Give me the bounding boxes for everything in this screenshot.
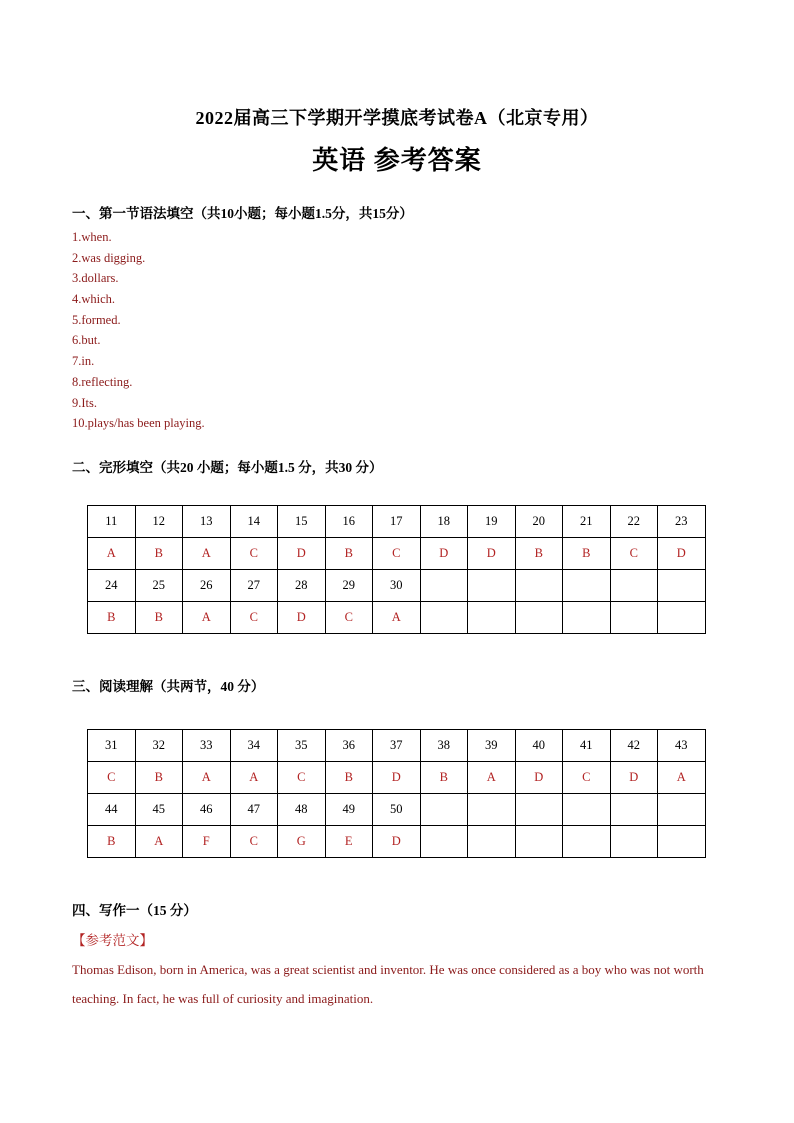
answer-cell bbox=[610, 602, 658, 634]
question-number-cell: 31 bbox=[88, 730, 136, 762]
answer-cell bbox=[658, 826, 706, 858]
answer-cell: D bbox=[373, 762, 421, 794]
cloze-answer-table bbox=[87, 505, 706, 634]
answer-cell: B bbox=[88, 826, 136, 858]
answer-cell: C bbox=[230, 602, 278, 634]
answer-cell: E bbox=[325, 826, 373, 858]
section1-heading: 一、第一节语法填空（共10小题；每小题1.5分，共15分） bbox=[72, 206, 413, 221]
question-number-cell: 37 bbox=[373, 730, 421, 762]
answer-cell: A bbox=[183, 762, 231, 794]
answer-cell: D bbox=[610, 762, 658, 794]
answer-cell: A bbox=[183, 538, 231, 570]
answer-cell: C bbox=[563, 762, 611, 794]
answer-cell: D bbox=[658, 538, 706, 570]
question-number-cell: 42 bbox=[610, 730, 658, 762]
answer-cell: A bbox=[135, 826, 183, 858]
answer-cell: C bbox=[88, 762, 136, 794]
reference-essay-label: 【参考范文】 bbox=[72, 933, 153, 948]
list-item: 7.in. bbox=[72, 354, 95, 369]
question-number-cell bbox=[658, 794, 706, 826]
question-number-cell: 43 bbox=[658, 730, 706, 762]
answer-cell: C bbox=[373, 538, 421, 570]
question-number-cell: 22 bbox=[610, 506, 658, 538]
reference-essay-text: Thomas Edison, born in America, was a great scientist and inventor. He was once considered as a boy who was not worth teaching. In fact, he was full of curiosity and imagination. bbox=[72, 962, 704, 1006]
list-item: 3.dollars. bbox=[72, 271, 119, 286]
answer-cell: D bbox=[373, 826, 421, 858]
question-number-cell: 38 bbox=[420, 730, 468, 762]
answer-cell: A bbox=[658, 762, 706, 794]
question-number-cell: 26 bbox=[183, 570, 231, 602]
list-item: 6.but. bbox=[72, 333, 101, 348]
answer-cell: A bbox=[373, 602, 421, 634]
list-item: 4.which. bbox=[72, 292, 116, 307]
list-item: 10.plays/has been playing. bbox=[72, 416, 205, 431]
reading-answer-table bbox=[87, 729, 706, 858]
exam-title: 2022届高三下学期开学摸底考试卷A（北京专用） bbox=[195, 108, 599, 128]
answer-cell: B bbox=[88, 602, 136, 634]
answer-cell: C bbox=[230, 538, 278, 570]
question-number-cell: 18 bbox=[420, 506, 468, 538]
question-number-cell bbox=[658, 570, 706, 602]
question-number-cell: 13 bbox=[183, 506, 231, 538]
question-number-cell: 34 bbox=[230, 730, 278, 762]
answer-cell: D bbox=[420, 538, 468, 570]
table-row bbox=[88, 506, 706, 538]
question-number-cell: 48 bbox=[278, 794, 326, 826]
answer-cell bbox=[420, 826, 468, 858]
answer-cell: A bbox=[183, 602, 231, 634]
answer-cell bbox=[563, 826, 611, 858]
answer-cell: B bbox=[563, 538, 611, 570]
answer-cell: A bbox=[88, 538, 136, 570]
question-number-cell: 36 bbox=[325, 730, 373, 762]
answer-cell bbox=[563, 602, 611, 634]
answer-cell: B bbox=[135, 762, 183, 794]
answer-cell: C bbox=[325, 602, 373, 634]
question-number-cell: 28 bbox=[278, 570, 326, 602]
question-number-cell bbox=[610, 794, 658, 826]
question-number-cell bbox=[610, 570, 658, 602]
answer-cell: D bbox=[278, 602, 326, 634]
question-number-cell bbox=[563, 570, 611, 602]
question-number-cell: 20 bbox=[515, 506, 563, 538]
grammar-answers-list bbox=[72, 227, 205, 434]
question-number-cell: 12 bbox=[135, 506, 183, 538]
table-row bbox=[88, 538, 706, 570]
answer-cell: F bbox=[183, 826, 231, 858]
question-number-cell: 16 bbox=[325, 506, 373, 538]
question-number-cell: 45 bbox=[135, 794, 183, 826]
section2-heading: 二、完形填空（共20 小题；每小题1.5 分，共30 分） bbox=[72, 460, 383, 475]
answer-cell bbox=[420, 602, 468, 634]
answer-cell: A bbox=[468, 762, 516, 794]
question-number-cell: 21 bbox=[563, 506, 611, 538]
list-item: 8.reflecting. bbox=[72, 374, 133, 389]
table-row bbox=[88, 794, 706, 826]
question-number-cell bbox=[515, 570, 563, 602]
question-number-cell bbox=[515, 794, 563, 826]
exam-subtitle: 英语 参考答案 bbox=[312, 146, 482, 175]
list-item: 2.was digging. bbox=[72, 250, 146, 265]
table-row bbox=[88, 602, 706, 634]
list-item: 5.formed. bbox=[72, 312, 121, 327]
answer-cell: D bbox=[278, 538, 326, 570]
question-number-cell: 39 bbox=[468, 730, 516, 762]
question-number-cell: 17 bbox=[373, 506, 421, 538]
question-number-cell bbox=[563, 794, 611, 826]
question-number-cell: 41 bbox=[563, 730, 611, 762]
answer-cell bbox=[468, 602, 516, 634]
question-number-cell: 25 bbox=[135, 570, 183, 602]
table-row bbox=[88, 730, 706, 762]
answer-cell bbox=[515, 826, 563, 858]
question-number-cell bbox=[420, 570, 468, 602]
answer-cell bbox=[515, 602, 563, 634]
answer-cell bbox=[610, 826, 658, 858]
question-number-cell: 50 bbox=[373, 794, 421, 826]
answer-cell: B bbox=[135, 602, 183, 634]
question-number-cell bbox=[468, 570, 516, 602]
table-row bbox=[88, 570, 706, 602]
list-item: 1.when. bbox=[72, 230, 112, 244]
question-number-cell: 35 bbox=[278, 730, 326, 762]
answer-cell: D bbox=[515, 762, 563, 794]
question-number-cell: 19 bbox=[468, 506, 516, 538]
table-row bbox=[88, 826, 706, 858]
question-number-cell: 24 bbox=[88, 570, 136, 602]
question-number-cell: 44 bbox=[88, 794, 136, 826]
question-number-cell: 40 bbox=[515, 730, 563, 762]
list-item: 9.Its. bbox=[72, 395, 97, 410]
answer-cell bbox=[468, 826, 516, 858]
question-number-cell bbox=[420, 794, 468, 826]
answer-cell: B bbox=[325, 538, 373, 570]
answer-cell: C bbox=[610, 538, 658, 570]
question-number-cell: 14 bbox=[230, 506, 278, 538]
question-number-cell: 15 bbox=[278, 506, 326, 538]
question-number-cell: 33 bbox=[183, 730, 231, 762]
question-number-cell: 47 bbox=[230, 794, 278, 826]
question-number-cell: 46 bbox=[183, 794, 231, 826]
answer-cell: B bbox=[325, 762, 373, 794]
question-number-cell: 27 bbox=[230, 570, 278, 602]
answer-cell: G bbox=[278, 826, 326, 858]
table-row bbox=[88, 762, 706, 794]
answer-cell: B bbox=[515, 538, 563, 570]
answer-cell: B bbox=[135, 538, 183, 570]
question-number-cell: 29 bbox=[325, 570, 373, 602]
question-number-cell: 32 bbox=[135, 730, 183, 762]
question-number-cell: 11 bbox=[88, 506, 136, 538]
answer-cell: C bbox=[230, 826, 278, 858]
answer-cell: A bbox=[230, 762, 278, 794]
question-number-cell: 30 bbox=[373, 570, 421, 602]
question-number-cell bbox=[468, 794, 516, 826]
answer-cell bbox=[658, 602, 706, 634]
section4-heading: 四、写作一（15 分） bbox=[72, 903, 197, 918]
question-number-cell: 23 bbox=[658, 506, 706, 538]
answer-cell: B bbox=[420, 762, 468, 794]
section3-heading: 三、阅读理解（共两节，40 分） bbox=[72, 679, 265, 694]
answer-cell: C bbox=[278, 762, 326, 794]
answer-cell: D bbox=[468, 538, 516, 570]
question-number-cell: 49 bbox=[325, 794, 373, 826]
